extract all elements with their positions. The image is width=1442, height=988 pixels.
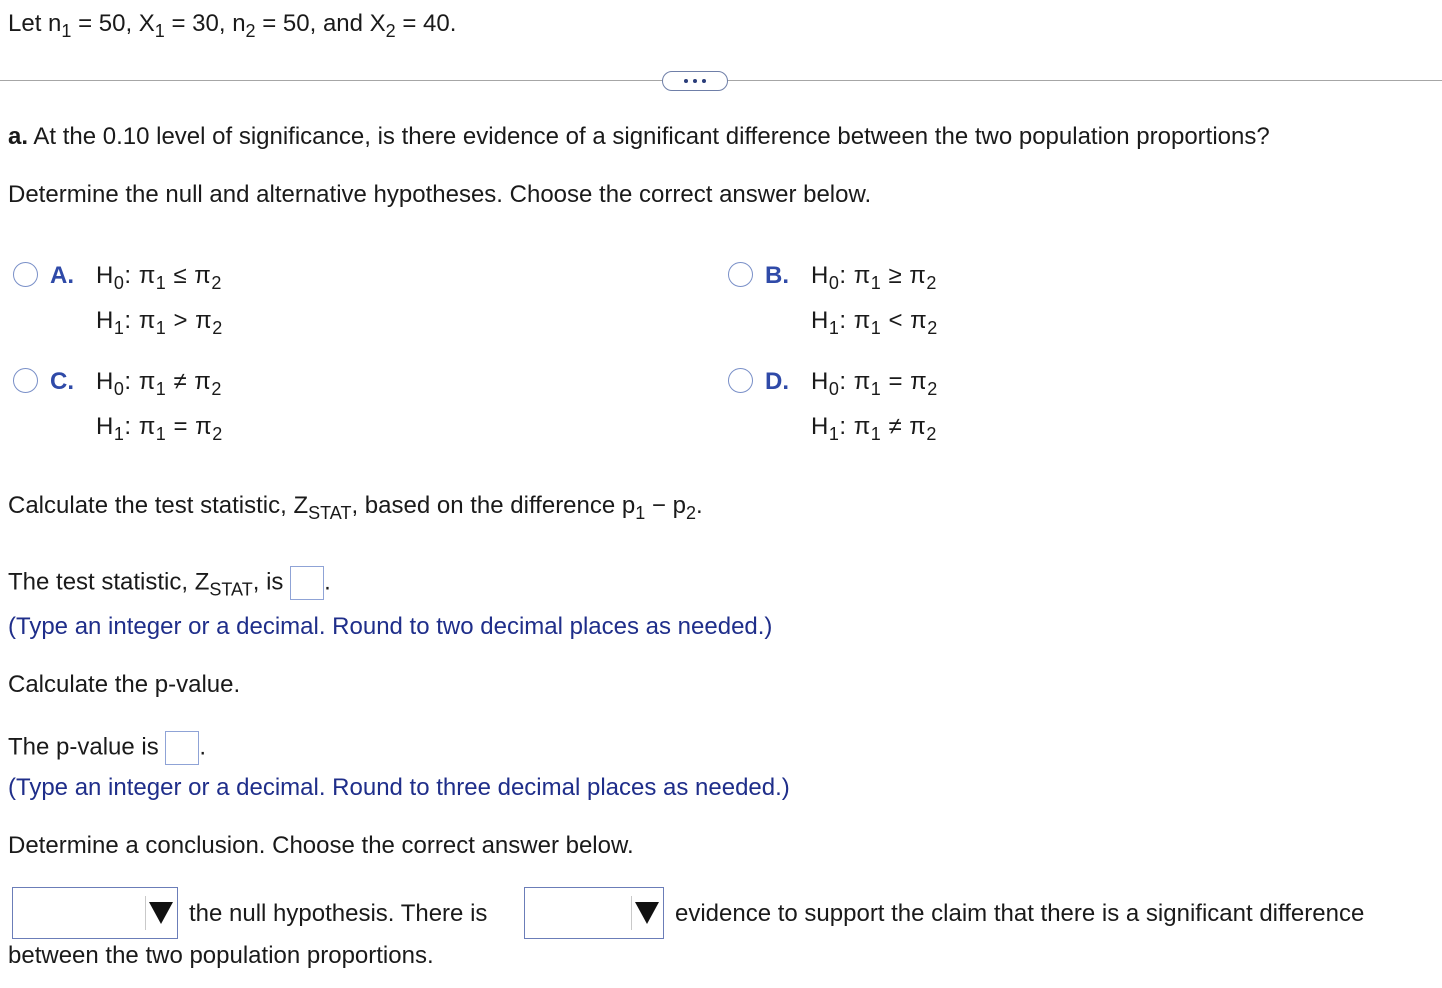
conclusion-part3: between the two population proportions. — [8, 942, 434, 969]
zstat-prompt: Calculate the test statistic, $Z_{STAT}$, based on the difference $p_1 - p_2$. — [8, 492, 703, 523]
conclusion-part2: evidence to support the claim that there is a significant difference — [675, 900, 1365, 927]
option-c-h0: $H_0$: $\pi_1 \ne \pi_2$ — [96, 368, 222, 399]
dropdown-arrow-icon — [635, 902, 659, 924]
question-a-label: a. — [8, 123, 29, 150]
conclusion-part1: the null hypothesis. There is — [189, 900, 488, 927]
ellipsis-dot — [702, 79, 706, 83]
option-d-h0: $H_0$: $\pi_1 = \pi_2$ — [811, 368, 938, 399]
conclusion-dropdown-1[interactable] — [12, 887, 178, 939]
zstat-input[interactable] — [290, 566, 324, 600]
option-a-h1: $H_1$: $\pi_1 > \pi_2$ — [96, 307, 223, 338]
option-b-radio[interactable] — [728, 262, 753, 287]
option-a-h0: $H_0$: $\pi_1 \le \pi_2$ — [96, 262, 222, 293]
pvalue-answer-line: The p-value is . — [8, 731, 206, 765]
option-d-h1: $H_1$: $\pi_1 \ne \pi_2$ — [811, 413, 937, 444]
option-b-letter: B. — [765, 262, 789, 289]
option-b-h1: $H_1$: $\pi_1 < \pi_2$ — [811, 307, 938, 338]
question-a-text: At the 0.10 level of significance, is there evidence of a significant difference between the two population proportions? — [28, 123, 1270, 150]
zstat-hint: (Type an integer or a decimal. Round to two decimal places as needed.) — [8, 613, 773, 640]
option-b-h0: $H_0$: $\pi_1 \ge \pi_2$ — [811, 262, 937, 293]
option-c-letter: C. — [50, 368, 74, 395]
pvalue-prompt: Calculate the p-value. — [8, 671, 241, 698]
ellipsis-icon — [684, 79, 688, 83]
ellipsis-dot — [693, 79, 697, 83]
option-c-radio[interactable] — [13, 368, 38, 393]
option-a-letter: A. — [50, 262, 74, 289]
option-a-radio[interactable] — [13, 262, 38, 287]
zstat-answer-line: The test statistic, $Z_{STAT}$, is . — [8, 566, 331, 600]
more-options-button[interactable] — [662, 71, 728, 91]
pvalue-hint: (Type an integer or a decimal. Round to three decimal places as needed.) — [8, 774, 790, 801]
option-c-h1: $H_1$: $\pi_1 = \pi_2$ — [96, 413, 223, 444]
pvalue-input[interactable] — [165, 731, 199, 765]
conclusion-dropdown-2[interactable] — [524, 887, 664, 939]
option-d-radio[interactable] — [728, 368, 753, 393]
conclusion-prompt: Determine a conclusion. Choose the correct answer below. — [8, 832, 634, 859]
question-a — [8, 123, 1270, 151]
hypotheses-prompt: Determine the null and alternative hypotheses. Choose the correct answer below. — [8, 181, 872, 208]
option-d-letter: D. — [765, 368, 789, 395]
given-values: Let $n_1 = 50$, $X_1 = 30$, $n_2 = 50$, and $X_2 = 40$. — [8, 10, 457, 41]
dropdown-arrow-icon — [149, 902, 173, 924]
